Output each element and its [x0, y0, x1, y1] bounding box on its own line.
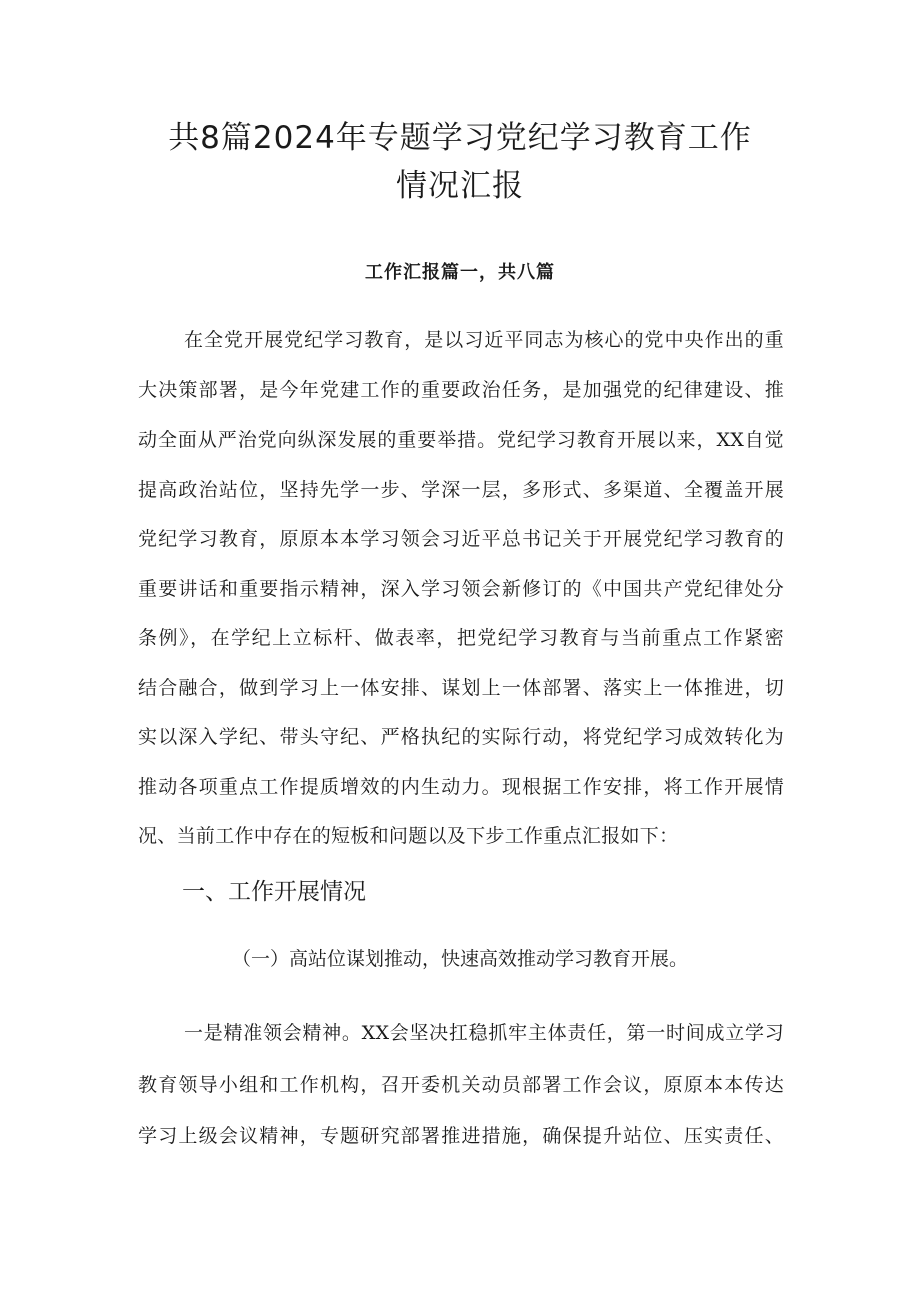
- paragraph-line: 条例》，在学纪上立标杆、做表率，把党纪学习教育与当前重点工作紧密: [138, 627, 784, 649]
- paragraph-line: 教育领导小组和工作机构，召开委机关动员部署工作会议，原原本本传达: [138, 1074, 784, 1096]
- paragraph-line: 在全党开展党纪学习教育，是以习近平同志为核心的党中央作出的重: [184, 329, 784, 351]
- document-title-line-1: 共8篇2024年专题学习党纪学习教育工作: [168, 120, 752, 156]
- paragraph-line: 大决策部署，是今年党建工作的重要政治任务，是加强党的纪律建设、推: [138, 379, 784, 401]
- paragraph-line: 推动各项重点工作提质增效的内生动力。现根据工作安排，将工作开展情: [138, 776, 784, 798]
- subheading-1: （一）高站位谋划推动，快速高效推动学习教育开展。: [232, 948, 689, 970]
- paragraph-line: 一是精准领会精神。XX会坚决扛稳抓牢主体责任，第一时间成立学习: [184, 1022, 784, 1044]
- paragraph-line: 况、当前工作中存在的短板和问题以及下步工作重点汇报如下：: [138, 825, 679, 847]
- paragraph-line: 动全面从严治党向纵深发展的重要举措。党纪学习教育开展以来，XX自觉: [138, 429, 784, 451]
- paragraph-line: 学习上级会议精神，专题研究部署推进措施，确保提升站位、压实责任、: [138, 1125, 784, 1147]
- paragraph-line: 提高政治站位，坚持先学一步、学深一层，多形式、多渠道、全覆盖开展: [138, 479, 784, 501]
- heading-work-progress: 一、工作开展情况: [182, 879, 366, 905]
- paragraph-line: 结合融合，做到学习上一体安排、谋划上一体部署、落实上一体推进，切: [138, 677, 784, 699]
- paragraph-line: 党纪学习教育，原原本本学习领会习近平总书记关于开展党纪学习教育的: [138, 528, 784, 550]
- paragraph-line: 实以深入学纪、带头守纪、严格执纪的实际行动，将党纪学习成效转化为: [138, 726, 784, 748]
- paragraph-line: 重要讲话和重要指示精神，深入学习领会新修订的《中国共产党纪律处分: [138, 578, 784, 600]
- document-title-line-2: 情况汇报: [396, 168, 524, 204]
- section-title: 工作汇报篇一，共八篇: [365, 262, 555, 283]
